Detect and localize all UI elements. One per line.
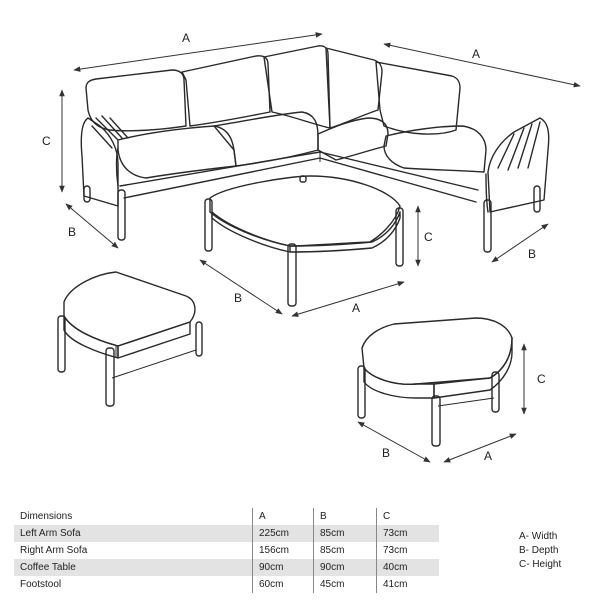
table-row bbox=[14, 576, 439, 593]
table-height-label: C bbox=[424, 230, 433, 244]
row-c: 73cm bbox=[377, 542, 440, 559]
row-name: Left Arm Sofa bbox=[14, 525, 253, 542]
row-a: 90cm bbox=[253, 559, 314, 576]
table-header-row bbox=[14, 508, 439, 525]
row-a: 225cm bbox=[253, 525, 314, 542]
row-b: 85cm bbox=[314, 525, 377, 542]
header-dimensions: Dimensions bbox=[20, 511, 73, 522]
footstool-height-label: C bbox=[537, 372, 546, 386]
footstool-right bbox=[358, 318, 512, 446]
header-c: C bbox=[377, 508, 440, 525]
row-b: 90cm bbox=[314, 559, 377, 576]
table-row bbox=[14, 559, 439, 576]
dimensions-table bbox=[14, 508, 439, 593]
row-b: 45cm bbox=[314, 576, 377, 593]
legend-depth: B- Depth bbox=[519, 545, 559, 556]
legend-height: C- Height bbox=[519, 559, 562, 570]
sofa-width-label: A bbox=[182, 31, 191, 45]
dimension-legend bbox=[519, 530, 561, 572]
row-name: Right Arm Sofa bbox=[20, 545, 88, 556]
table-row bbox=[14, 525, 439, 542]
row-name: Footstool bbox=[20, 579, 62, 590]
sofa-depth-label: B bbox=[68, 225, 77, 239]
footstool-width-label: A bbox=[484, 449, 493, 463]
table-width-label: A bbox=[352, 301, 361, 315]
table-row bbox=[14, 542, 439, 559]
corner-sofa bbox=[81, 46, 548, 252]
legend-width: A- Width bbox=[519, 531, 558, 542]
sofa-right-width-label: A bbox=[472, 47, 481, 61]
footstool-depth-label: B bbox=[382, 446, 391, 460]
row-c: 40cm bbox=[377, 559, 440, 576]
table-depth-label: B bbox=[234, 291, 243, 305]
row-name: Coffee Table bbox=[14, 559, 253, 576]
footstool-left bbox=[58, 272, 202, 406]
dimensions-table-section bbox=[0, 500, 600, 600]
sofa-right-depth-label: B bbox=[528, 247, 537, 261]
sofa-height-label: C bbox=[42, 134, 51, 148]
coffee-table bbox=[205, 176, 403, 306]
row-a: 60cm bbox=[253, 576, 314, 593]
row-c: 73cm bbox=[377, 525, 440, 542]
row-b: 85cm bbox=[314, 542, 377, 559]
header-b: B bbox=[314, 508, 377, 525]
header-a: A bbox=[253, 508, 314, 525]
row-c: 41cm bbox=[377, 576, 440, 593]
row-a: 156cm bbox=[253, 542, 314, 559]
